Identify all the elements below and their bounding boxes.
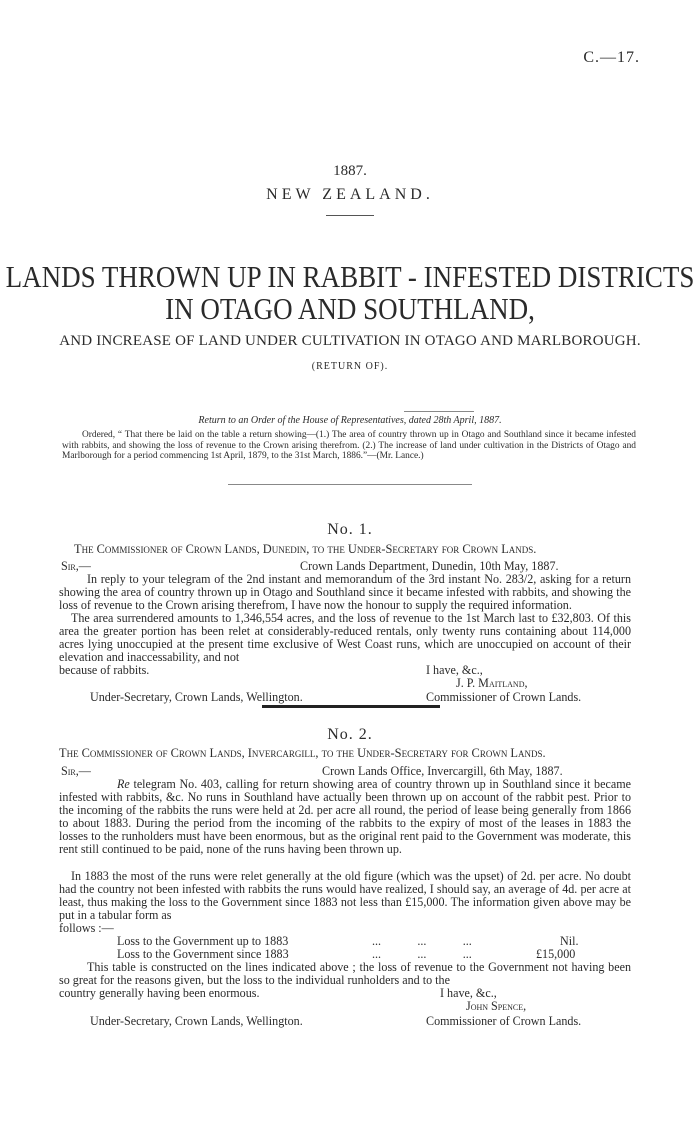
letter1-number: No. 1. xyxy=(327,521,373,538)
letter2-sign-title: Commissioner of Crown Lands. xyxy=(426,1014,582,1028)
letter1-paragraph-2: The area surrendered amounts to 1,346,554 acres, and the loss of revenue to the 1st March last to £32,803. Of this area the greater portion has been relet at considerably-reduced rentals, only twenty runs containing about 114,000 acres lying unoccupied at the present time exclusive of West Coast runs, which are unoccupied on account of their elevation and inaccessability, and not xyxy=(59,611,631,664)
table-row-value: £15,000 xyxy=(536,947,576,961)
letter2-paragraph-2: In 1883 the most of the runs were relet generally at the old figure (which was the upset) of 2d. per acre. No doubt had the country not been infested with rabbits the runs would have realized, I should say, an average of 4d. per acre at least, thus making the loss to the Government since 1883 not less than £15,000. The information given above may be put in a tabular form as xyxy=(59,869,631,922)
short-divider xyxy=(326,215,374,216)
year: 1887. xyxy=(333,163,367,179)
table-row-dots: ... ... ... xyxy=(372,947,472,961)
letter1-salutation: Sir,— xyxy=(61,559,91,573)
letter2-closing: I have, &c., xyxy=(440,986,497,1000)
letter2-address: Crown Lands Office, Invercargill, 6th May, 1887. xyxy=(322,764,563,778)
letter1-signature: J. P. Maitland, xyxy=(456,676,528,690)
letter2-addressee: Under-Secretary, Crown Lands, Wellington. xyxy=(90,1014,303,1028)
country-heading: NEW ZEALAND. xyxy=(266,186,434,203)
order-line: Return to an Order of the House of Representatives, dated 28th April, 1887. xyxy=(198,415,502,426)
letter2-paragraph-3: This table is constructed on the lines indicated above ; the loss of revenue to the Government not having been so great for the reasons given, but the loss to the individual runholders and to the xyxy=(59,960,631,987)
table-row-value: Nil. xyxy=(560,934,579,948)
letter1-sign-title: Commissioner of Crown Lands. xyxy=(426,690,582,704)
title-line-1: LANDS THROWN UP IN RABBIT - INFESTED DISTRICTS xyxy=(5,260,695,294)
letter2-paragraph-1 xyxy=(59,778,631,855)
table-row-dots: ... ... ... xyxy=(372,934,472,948)
subtitle: AND INCREASE OF LAND UNDER CULTIVATION IN OTAGO AND MARLBOROUGH. xyxy=(59,333,641,349)
title-line-2: IN OTAGO AND SOUTHLAND, xyxy=(165,292,535,326)
letter2-paragraph-2-end: follows :— xyxy=(59,921,114,935)
letter1-paragraph-2-end: because of rabbits. xyxy=(59,663,150,677)
letter1-addressee: Under-Secretary, Crown Lands, Wellington. xyxy=(90,690,303,704)
letter2-paragraph-1-text: telegram No. 403, calling for return showing area of country thrown up in Southland since it became infested with rabbits, &c. No runs in Southland have actually been thrown up on account of the rabbit pest. Prior to the incoming of the rabbits the runs were held at 2d. per acre all round, the period of lease being generally from 1866 to about 1883. During the period from the incoming of the rabbits to the expiry of most of the leases in 1883 the losses to the runholders must have been enormous, but as the original rent paid to the Government was moderate, this rent still continued to be paid, none of the runs having been thrown up. xyxy=(59,777,631,856)
document-reference: C.—17. xyxy=(583,49,640,66)
ordered-text: Ordered, “ That there be laid on the table a return showing—(1.) The area of country thrown up in Otago and Southland since it became infested with rabbits, and showing the loss of revenue to the Crown arising therefrom. (2.) The increase of land under cultivation in the Districts of Otago and Marlborough for a period commencing 1st April, 1879, to the 31st March, 1886.”—(Mr. Lance.) xyxy=(62,430,636,462)
order-end-divider xyxy=(228,484,472,485)
order-divider xyxy=(404,411,474,412)
letter2-heading: The Commissioner of Crown Lands, Invercargill, to the Under-Secretary for Crown Lands. xyxy=(59,746,546,760)
letter-divider xyxy=(262,705,440,708)
letter2-re: Re xyxy=(117,777,130,791)
letter2-signature: John Spence, xyxy=(466,999,527,1013)
letter2-salutation: Sir,— xyxy=(61,764,91,778)
letter2-number: No. 2. xyxy=(327,726,373,743)
letter2-paragraph-3-end: country generally having been enormous. xyxy=(59,986,260,1000)
letter1-heading: The Commissioner of Crown Lands, Dunedin, to the Under-Secretary for Crown Lands. xyxy=(74,542,537,556)
letter1-address: Crown Lands Department, Dunedin, 10th May, 1887. xyxy=(300,559,559,573)
return-of: (RETURN OF). xyxy=(311,361,389,372)
letter1-closing: I have, &c., xyxy=(426,663,483,677)
letter1-paragraph-1: In reply to your telegram of the 2nd instant and memorandum of the 3rd instant No. 283/2, asking for a return showing the area of country thrown up in Otago and Southland since it became infested with rabbits, and showing the loss of revenue to the Crown arising therefrom, I have now the honour to supply the required information. xyxy=(59,572,631,612)
table-row-label: Loss to the Government since 1883 xyxy=(117,947,289,961)
table-row-label: Loss to the Government up to 1883 xyxy=(117,934,289,948)
